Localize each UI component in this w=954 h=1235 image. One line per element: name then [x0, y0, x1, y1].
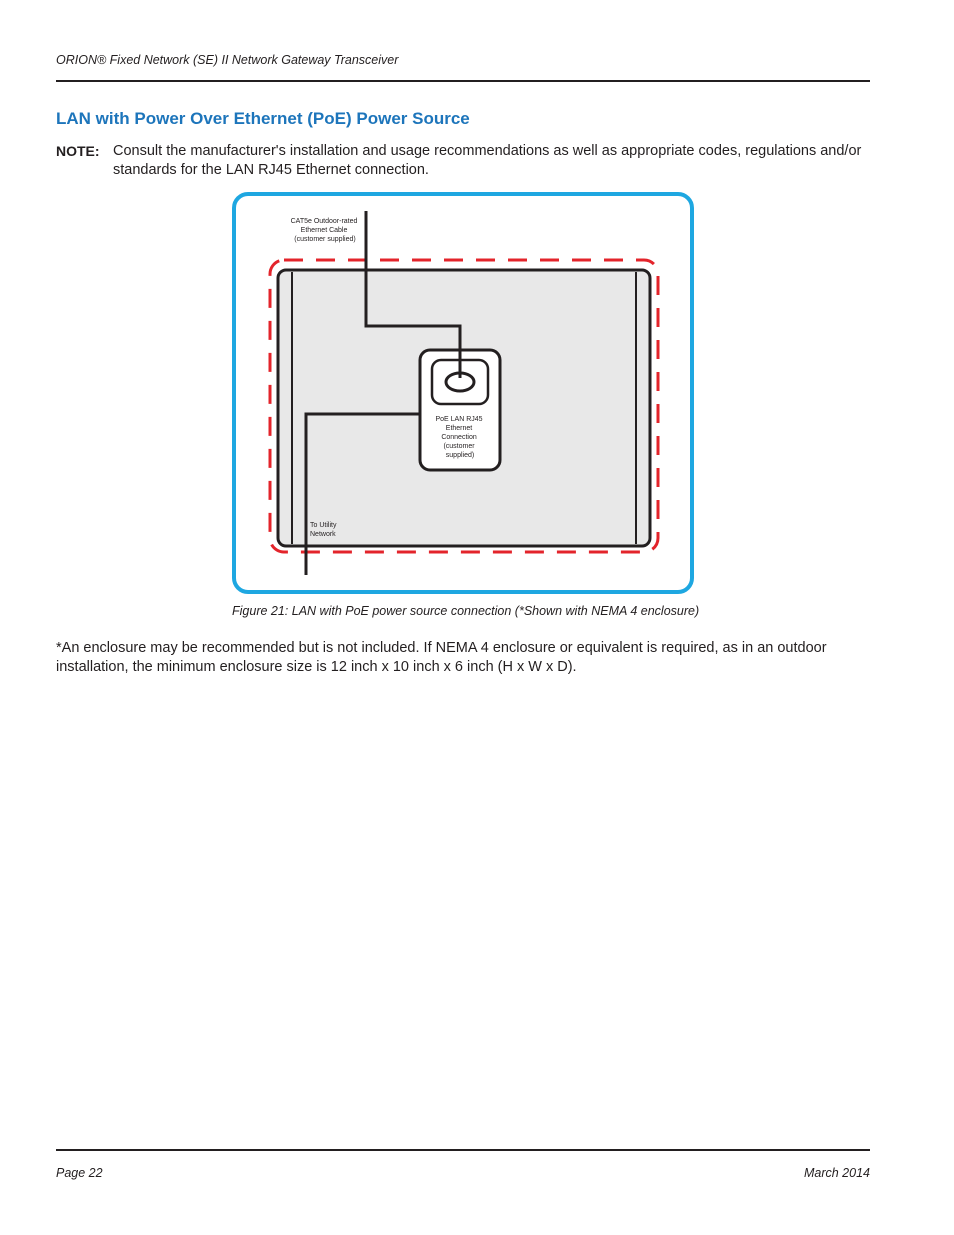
figure-caption: Figure 21: LAN with PoE power source connection (*Shown with NEMA 4 enclosure) — [232, 604, 700, 618]
poe-diagram-svg — [232, 192, 694, 596]
poe-connection-label: PoE LAN RJ45 Ethernet Connection (customer supplied) — [435, 416, 483, 459]
note-label: NOTE: — [56, 143, 100, 159]
running-header: ORION® Fixed Network (SE) II Network Gateway Transceiver — [56, 53, 399, 67]
footer-rule — [56, 1149, 870, 1151]
section-title: LAN with Power Over Ethernet (PoE) Power Source — [56, 109, 470, 128]
utility-network-label: To Utility Network — [310, 522, 337, 538]
figure-poe-diagram — [232, 192, 694, 596]
enclosure-paragraph: *An enclosure may be recommended but is not included. If NEMA 4 enclosure or equivalent is required, as in an outdoor installation, the minimum enclosure size is 12 inch x 10 inch x 6 inch (H x W x D). — [56, 640, 827, 675]
header-rule — [56, 80, 870, 82]
cable-label: CAT5e Outdoor-rated Ethernet Cable (customer supplied) — [290, 218, 358, 243]
note-text: Consult the manufacturer's installation and usage recommendations as well as appropriate codes, regulations and/or standards for the LAN RJ45 Ethernet connection. — [113, 143, 862, 178]
page-number: Page 22 — [56, 1166, 103, 1180]
publication-date: March 2014 — [803, 1166, 870, 1180]
